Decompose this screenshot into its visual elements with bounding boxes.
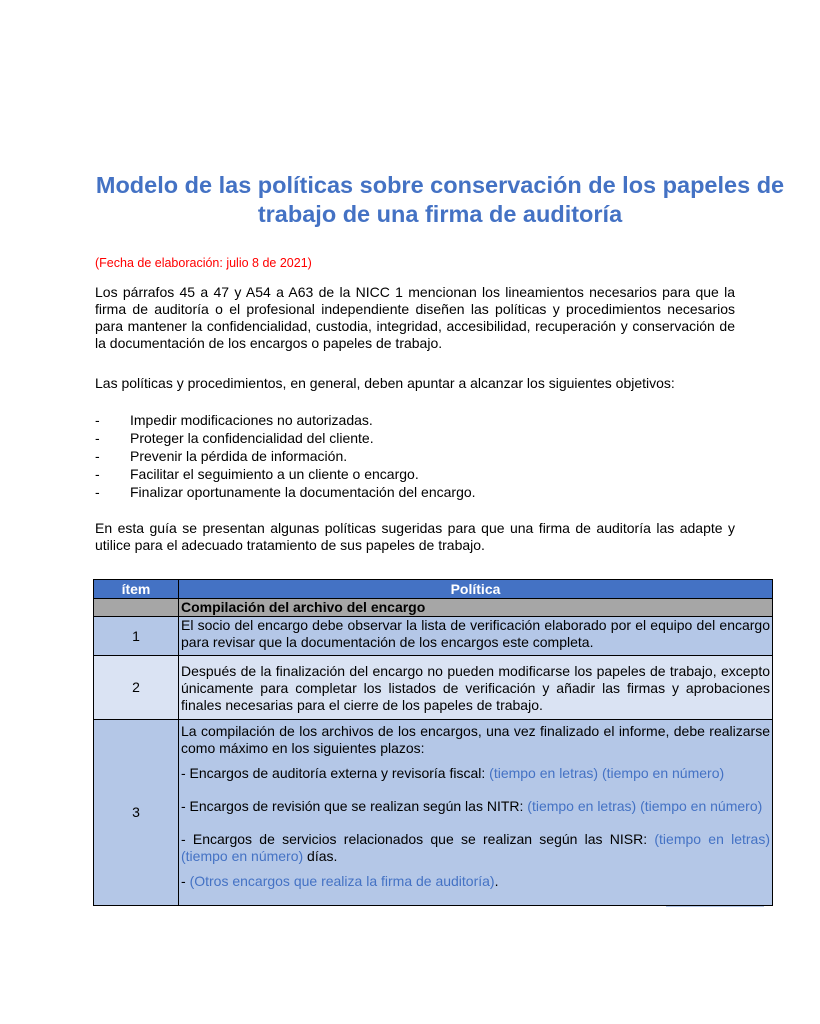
title-line-2: trabajo de una firma de auditoría [257,201,623,227]
list-item: - Impedir modificaciones no autorizadas. [95,412,373,428]
header-policy: Política [179,580,773,599]
table-row [94,656,773,720]
elaboration-date: (Fecha de elaboración: julio 8 de 2021) [95,256,312,270]
row-item-number: 3 [94,720,179,906]
section-row [94,599,773,617]
policy-table [93,579,773,906]
list-item: - Facilitar el seguimiento a un cliente o encargo. [95,466,419,482]
row-policy-text: Después de la finalización del encargo no pueden modificarse los papeles de trabajo, excepto únicamente para completar los listados de verificación y añadir las firmas y aprobaciones finales necesarias para el cierre de los papeles de trabajo. [179,656,773,720]
header-item: ítem [94,580,179,599]
list-item: - Finalizar oportunamente la documentación del encargo. [95,484,476,500]
objectives-list [95,411,715,501]
closing-paragraph: En esta guía se presentan algunas políticas sugeridas para que una firma de auditoría las adapte y utilice para el adecuado tratamiento de sus papeles de trabajo. [95,520,735,553]
deadline-line: - (Otros encargos que realiza la firma de auditoría). [181,873,499,889]
row-item-number: 1 [94,617,179,656]
goals-intro: Las políticas y procedimientos, en general, deben apuntar a alcanzar los siguientes objetivos: [95,375,675,391]
list-item: - Proteger la confidencialidad del cliente. [95,430,374,446]
list-item: - Prevenir la pérdida de información. [95,448,348,464]
deadline-line: - Encargos de servicios relacionados que se realizan según las NISR: (tiempo en letras) (tiempo en número) días. [181,831,770,864]
document-title [60,171,820,229]
deadline-line: - Encargos de revisión que se realizan según las NITR: (tiempo en letras) (tiempo en número) [181,798,763,814]
title-line-1: Modelo de las políticas sobre conservación de los papeles de [95,172,785,198]
table-header-row [94,580,773,599]
row-policy-text: La compilación de los archivos de los encargos, una vez finalizado el informe, debe realizarse como máximo en los siguientes plazos: - Encargos de auditoría externa y revisoría fiscal: (tiempo en letras) (tiempo en número) - Encargos de revisión que se realizan según las NITR: (tiempo en letras) (tiempo en número) - Encargos de servicios relacionados que se realizan según las NISR: (tiempo en letras) (tiempo en número) días. - (Otros encargos que realiza la firma de auditoría). [179,720,773,906]
table-row [94,720,773,906]
section-title: Compilación del archivo del encargo [179,599,773,617]
table-row [94,617,773,656]
row-policy-text: El socio del encargo debe observar la lista de verificación elaborado por el equipo del encargo para revisar que la documentación de los encargos este completa. [179,617,773,656]
intro-paragraph: Los párrafos 45 a 47 y A54 a A63 de la NICC 1 mencionan los lineamientos necesarios para que la firma de auditoría o el profesional independiente diseñen las políticas y procedimientos necesarios para mantener la confidencialidad, custodia, integridad, accesibilidad, recuperación y conservación de la documentación de los encargos o papeles de trabajo. [95,284,735,351]
deadline-line: - Encargos de auditoría externa y revisoría fiscal: (tiempo en letras) (tiempo en número) [181,765,725,781]
row-item-number: 2 [94,656,179,720]
